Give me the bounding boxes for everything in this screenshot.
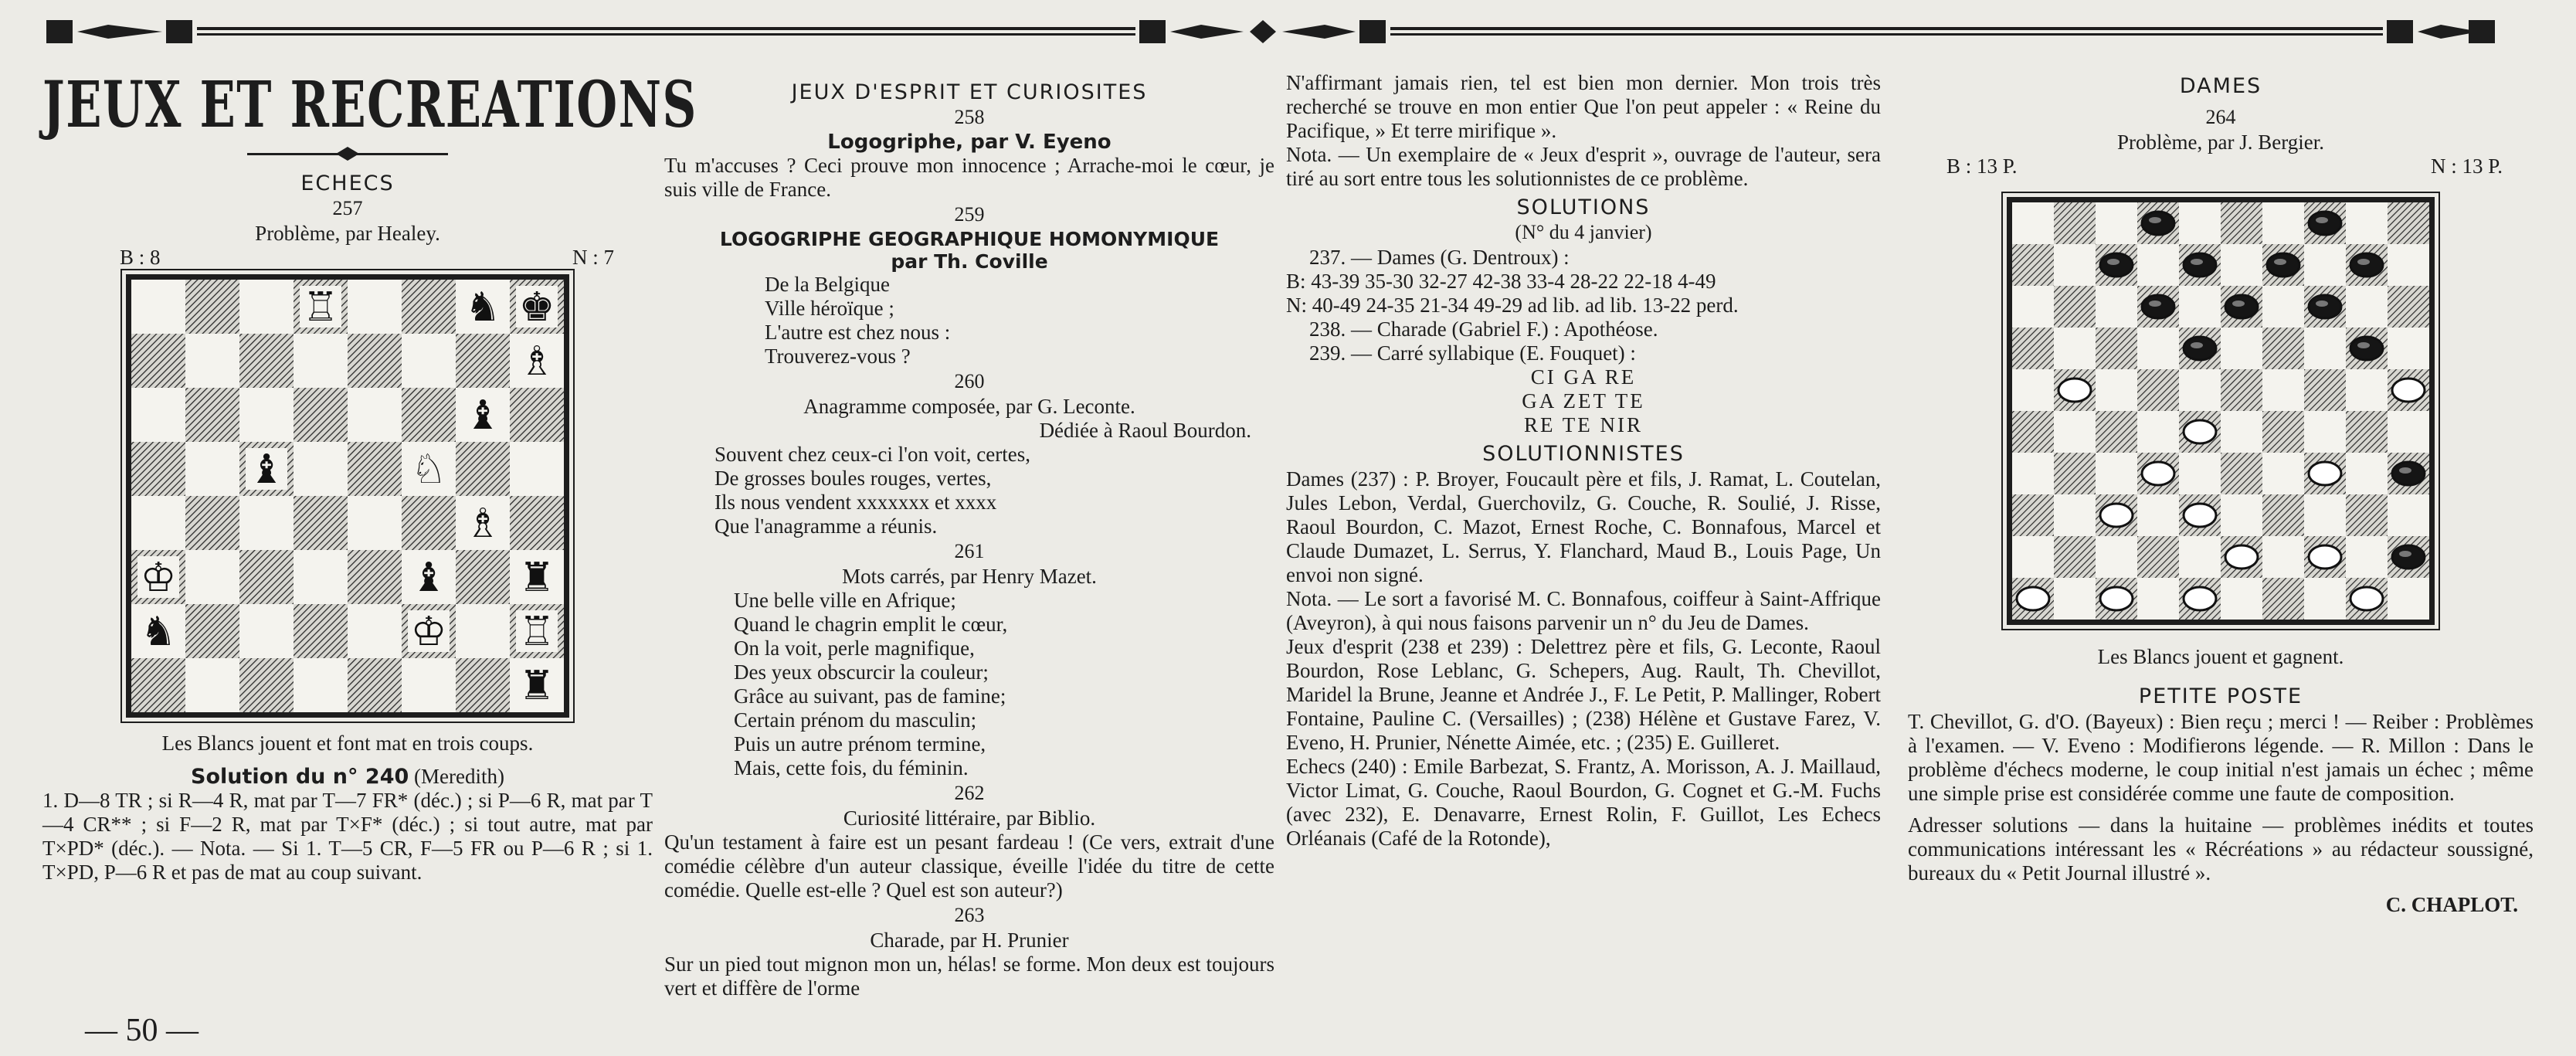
- column-echecs: [42, 68, 697, 885]
- chess-piece: ♚: [518, 284, 555, 331]
- draughts-dark-square: [2096, 411, 2137, 453]
- page-number: — 50 —: [85, 1013, 199, 1048]
- draughts-dark-square: [2262, 494, 2304, 536]
- chess-light-square: [294, 550, 348, 604]
- number-261: 261: [954, 540, 985, 562]
- poem-line: Trouverez-vous ?: [765, 345, 911, 368]
- draughts-dark-square: [2304, 369, 2346, 411]
- white-draughts-piece: [2184, 504, 2216, 527]
- poem-line: Une belle ville en Afrique;: [734, 589, 956, 612]
- solution-237: 237. — Dames (G. Dentroux) :: [1309, 246, 1570, 269]
- black-draughts-piece: [2184, 337, 2216, 360]
- draughts-light-square: [2346, 536, 2388, 578]
- echecs-solvers: Echecs (240) : Emile Barbezat, S. Frantz, A. Morisson, A. J. Maillaud, Victor Limat, G. Couche, Raoul Bourdon, G. Cognet et G.-M. Fuchs (avec 232), E. Denavarre, Ernest Rolin, F. Guillot, Les Echecs Orléanais (Café de la Rotonde),: [1286, 755, 1881, 850]
- chess-light-square: [456, 604, 510, 658]
- chess-light-square: [131, 388, 185, 442]
- draughts-light-square: [2221, 244, 2262, 286]
- draughts-light-square: [2304, 494, 2346, 536]
- petite-poste-heading: PETITE POSTE: [2138, 684, 2303, 708]
- chess-piece: ♔: [140, 555, 177, 601]
- chess-light-square: [185, 442, 239, 496]
- chess-dark-square: [348, 658, 402, 712]
- section-dames: DAMES: [2179, 74, 2262, 98]
- solution-title: Solution du n° 240: [191, 765, 409, 789]
- draughts-light-square: [2096, 536, 2137, 578]
- draughts-light-square: [2262, 202, 2304, 244]
- number-258: 258: [954, 106, 985, 128]
- draughts-light-square: [2262, 536, 2304, 578]
- draughts-piece-shine: [2316, 217, 2328, 223]
- chess-dark-square: [348, 442, 402, 496]
- solution-author: (Meredith): [414, 765, 504, 788]
- chess-dark-square: [402, 280, 456, 334]
- draughts-piece-shine: [2191, 342, 2203, 348]
- draughts-piece-shine: [2107, 259, 2120, 265]
- main-title: JEUX ET RECREATIONS: [42, 68, 697, 142]
- dames-white-count: B : 13 P.: [1946, 154, 2018, 178]
- chess-piece: ♖: [518, 609, 555, 655]
- chess-piece: ♜: [518, 555, 555, 601]
- draughts-light-square: [2012, 202, 2054, 244]
- chess-dark-square: [185, 496, 239, 550]
- chess-dark-square: [185, 388, 239, 442]
- homonymique-poem: [765, 273, 1274, 368]
- top-ornament-rule: [46, 15, 2495, 46]
- chess-light-square: [348, 280, 402, 334]
- draughts-dark-square: [2012, 244, 2054, 286]
- draughts-dark-square: [2054, 286, 2096, 328]
- chess-light-square: [348, 496, 402, 550]
- chess-dark-square: [239, 334, 294, 388]
- mots-title: Mots carrés, par Henry Mazet.: [842, 565, 1097, 588]
- draughts-dark-square: [2388, 202, 2429, 244]
- logogriphe-text: Tu m'accuses ? Ceci prouve mon innocence ; Arrache-moi le cœur, je suis ville de France.: [664, 154, 1274, 201]
- chess-dark-square: [510, 388, 564, 442]
- signature: C. CHAPLOT.: [2385, 893, 2518, 916]
- draughts-dark-square: [2054, 453, 2096, 494]
- draughts-piece-shine: [2149, 217, 2161, 223]
- black-draughts-piece: [2100, 253, 2133, 277]
- draughts-light-square: [2388, 328, 2429, 369]
- draughts-light-square: [2054, 244, 2096, 286]
- chess-white-count: B : 8: [120, 246, 161, 269]
- poem-line: Quand le chagrin emplit le cœur,: [734, 613, 1008, 636]
- draughts-light-square: [2012, 369, 2054, 411]
- chess-light-square: [294, 334, 348, 388]
- draughts-light-square: [2137, 494, 2179, 536]
- draughts-light-square: [2388, 411, 2429, 453]
- draughts-dark-square: [2346, 494, 2388, 536]
- draughts-light-square: [2346, 369, 2388, 411]
- draughts-light-square: [2346, 202, 2388, 244]
- black-draughts-piece: [2309, 295, 2341, 318]
- draughts-dark-square: [2262, 578, 2304, 620]
- chess-piece: ♗: [464, 501, 501, 547]
- syllabic-row: GA ZET TE: [1522, 389, 1645, 413]
- poem-line: De grosses boules rouges, vertes,: [714, 467, 992, 490]
- draughts-light-square: [2137, 244, 2179, 286]
- chess-piece: ♞: [464, 284, 501, 331]
- chess-light-square: [239, 604, 294, 658]
- black-draughts-piece: [2267, 253, 2299, 277]
- chess-board: [126, 274, 569, 718]
- draughts-dark-square: [2262, 411, 2304, 453]
- white-draughts-piece: [2392, 379, 2425, 402]
- chess-light-square: [131, 280, 185, 334]
- chess-light-square: [239, 280, 294, 334]
- draughts-light-square: [2179, 286, 2221, 328]
- chess-light-square: [402, 334, 456, 388]
- draughts-piece-shine: [2149, 301, 2161, 307]
- draughts-dark-square: [2054, 202, 2096, 244]
- title-ornament: [42, 141, 653, 167]
- number-259: 259: [954, 203, 985, 226]
- draughts-light-square: [2262, 286, 2304, 328]
- syllabic-row: RE TE NIR: [1524, 413, 1643, 436]
- poem-line: L'autre est chez nous :: [765, 321, 951, 344]
- chess-dark-square: [348, 550, 402, 604]
- chess-dark-square: [348, 334, 402, 388]
- black-draughts-piece: [2225, 295, 2258, 318]
- chess-piece: ♖: [302, 284, 339, 331]
- draughts-dark-square: [2012, 494, 2054, 536]
- column-dames: [1908, 70, 2534, 917]
- jeux-heading: JEUX D'ESPRIT ET CURIOSITES: [791, 80, 1148, 104]
- anagramme-poem: [714, 443, 1274, 538]
- poste-text: T. Chevillot, G. d'O. (Bayeux) : Bien reçu ; merci ! — Reiber : Problèmes à l'examen. — V. Eveno : Modifierons légende. — R. Millon : Dans le problème d'échecs moderne, le coup initial n'est jamais un échec ; même une simple prise est considérée comme une faute de composition.: [1908, 710, 2534, 805]
- white-draughts-piece: [2309, 462, 2341, 485]
- poem-line: Des yeux obscurcir la couleur;: [734, 660, 989, 684]
- homonymique-title: LOGOGRIPHE GEOGRAPHIQUE HOMONYMIQUE: [719, 228, 1220, 250]
- solution-237-white: B: 43-39 35-30 32-27 42-38 33-4 28-22 22-18 4-49: [1286, 270, 1716, 293]
- chess-piece: ♔: [410, 609, 447, 655]
- solutions-heading: SOLUTIONS: [1516, 195, 1651, 219]
- draughts-light-square: [2137, 328, 2179, 369]
- logogriphe-title: Logogriphe, par V. Eyeno: [827, 131, 1112, 154]
- charade-title: Charade, par H. Prunier: [870, 929, 1069, 952]
- charade-text: Sur un pied tout mignon mon un, hélas! se forme. Mon deux est toujours vert et diffère de l'orme: [664, 952, 1274, 1000]
- chess-dark-square: [185, 604, 239, 658]
- chess-light-square: [348, 604, 402, 658]
- draughts-light-square: [2221, 328, 2262, 369]
- dames-caption: Les Blancs jouent et gagnent.: [2097, 645, 2344, 668]
- chess-light-square: [402, 658, 456, 712]
- chess-light-square: [239, 496, 294, 550]
- number-260: 260: [954, 370, 985, 392]
- black-draughts-piece: [2392, 462, 2425, 485]
- black-draughts-piece: [2142, 212, 2174, 235]
- black-draughts-piece: [2142, 295, 2174, 318]
- draughts-light-square: [2346, 286, 2388, 328]
- chess-dark-square: [294, 604, 348, 658]
- white-draughts-piece: [2142, 462, 2174, 485]
- draughts-piece-shine: [2399, 467, 2411, 474]
- draughts-light-square: [2388, 244, 2429, 286]
- dames-solvers: Dames (237) : P. Broyer, Foucault père et fils, J. Ramat, L. Coutelan, Jules Lebon, Verdal, Guerchovilz, G. Couche, R. Soulié, J. Risse, Raoul Bourdon, C. Mazot, Ernest Roche, C. Bonnafous, Marcel et Claude Dumazet, L. Serrus, Y. Flanchard, Maud B., Louis Page, Un envoi non signé.: [1286, 467, 1881, 586]
- white-draughts-piece: [2225, 545, 2258, 569]
- chess-piece: ♝: [248, 447, 285, 493]
- draughts-light-square: [2096, 286, 2137, 328]
- draughts-light-square: [2054, 328, 2096, 369]
- draughts-light-square: [2179, 536, 2221, 578]
- poem-line: Ils nous vendent xxxxxxx et xxxx: [714, 491, 997, 514]
- chess-dark-square: [510, 496, 564, 550]
- draughts-light-square: [2179, 202, 2221, 244]
- black-draughts-piece: [2309, 212, 2341, 235]
- homonymique-author: par Th. Coville: [891, 250, 1048, 273]
- chess-problem-title: Problème, par Healey.: [255, 222, 440, 245]
- column-jeux-esprit: [664, 76, 1274, 1000]
- section-echecs: ECHECS: [300, 171, 395, 195]
- problem-number-257: 257: [332, 197, 363, 219]
- draughts-piece-shine: [2316, 301, 2328, 307]
- white-draughts-piece: [2184, 587, 2216, 610]
- draughts-light-square: [2221, 578, 2262, 620]
- draughts-light-square: [2221, 411, 2262, 453]
- white-draughts-piece: [2309, 545, 2341, 569]
- chess-dark-square: [131, 334, 185, 388]
- black-draughts-piece: [2350, 337, 2383, 360]
- chess-dark-square: [239, 550, 294, 604]
- chess-dark-square: [456, 550, 510, 604]
- chess-light-square: [510, 442, 564, 496]
- draughts-piece-shine: [2232, 301, 2245, 307]
- chess-piece: ♝: [464, 392, 501, 439]
- chess-light-square: [348, 388, 402, 442]
- draughts-dark-square: [2262, 328, 2304, 369]
- poem-line: Grâce au suivant, pas de famine;: [734, 684, 1006, 708]
- poem-line: Certain prénom du masculin;: [734, 708, 977, 732]
- draughts-light-square: [2012, 453, 2054, 494]
- chess-dark-square: [239, 658, 294, 712]
- poem-line: Ville héroïque ;: [765, 297, 894, 320]
- draughts-dark-square: [2346, 411, 2388, 453]
- draughts-dark-square: [2137, 369, 2179, 411]
- draughts-dark-square: [2388, 286, 2429, 328]
- draughts-piece-shine: [2399, 551, 2411, 557]
- black-draughts-piece: [2184, 253, 2216, 277]
- draughts-light-square: [2179, 453, 2221, 494]
- draughts-light-square: [2012, 286, 2054, 328]
- white-draughts-piece: [2100, 504, 2133, 527]
- chess-piece: ♘: [410, 447, 447, 493]
- draughts-light-square: [2137, 578, 2179, 620]
- chess-light-square: [185, 334, 239, 388]
- draughts-light-square: [2304, 328, 2346, 369]
- draughts-light-square: [2388, 494, 2429, 536]
- draughts-light-square: [2388, 578, 2429, 620]
- chess-dark-square: [402, 496, 456, 550]
- curiosite-title: Curiosité littéraire, par Biblio.: [843, 806, 1096, 830]
- draughts-light-square: [2096, 453, 2137, 494]
- draughts-dark-square: [2221, 453, 2262, 494]
- chess-piece: ♝: [410, 555, 447, 601]
- white-draughts-piece: [2184, 420, 2216, 443]
- poem-line: Puis un autre prénom termine,: [734, 732, 986, 755]
- chess-dark-square: [456, 658, 510, 712]
- problem-number-264: 264: [2205, 106, 2236, 128]
- chess-dark-square: [294, 388, 348, 442]
- poem-line: Que l'anagramme a réunis.: [714, 514, 938, 538]
- draughts-light-square: [2304, 578, 2346, 620]
- draughts-light-square: [2346, 453, 2388, 494]
- draughts-piece-shine: [2191, 259, 2203, 265]
- anagramme-title: Anagramme composée, par G. Leconte.: [803, 395, 1135, 418]
- draughts-piece-shine: [2274, 259, 2286, 265]
- dames-black-count: N : 13 P.: [2430, 154, 2503, 178]
- white-draughts-piece: [2058, 379, 2091, 402]
- syllabic-square: [1286, 365, 1881, 437]
- draughts-dark-square: [2221, 202, 2262, 244]
- nota-lottery: Nota. — Le sort a favorisé M. C. Bonnafous, coiffeur à Saint-Affrique (Aveyron), à qui nous faisons parvenir un n° du Jeu de Dames.: [1286, 587, 1881, 634]
- solution-237-black: N: 40-49 24-35 21-34 49-29 ad lib. ad lib. 13-22 perd.: [1286, 294, 1739, 317]
- draughts-light-square: [2262, 453, 2304, 494]
- poem-line: Souvent chez ceux-ci l'on voit, certes,: [714, 443, 1030, 466]
- mots-poem: [734, 589, 1274, 780]
- draughts-light-square: [2054, 578, 2096, 620]
- draughts-piece-shine: [2357, 259, 2370, 265]
- curiosite-text: Qu'un testament à faire est un pesant fardeau ! (Ce vers, extrait d'une comédie célèbre d'un auteur classique, éveille l'idée du titre de cette comédie. Quelle est-elle ? Quel est son auteur?): [664, 830, 1274, 902]
- draughts-light-square: [2096, 369, 2137, 411]
- draughts-dark-square: [2012, 411, 2054, 453]
- solutions-date: (N° du 4 janvier): [1515, 221, 1652, 243]
- chess-light-square: [294, 442, 348, 496]
- poem-line: Mais, cette fois, du féminin.: [734, 756, 969, 779]
- solution-239: 239. — Carré syllabique (E. Fouquet) :: [1309, 341, 1636, 365]
- nota-text: Nota. — Un exemplaire de « Jeux d'esprit », ouvrage de l'auteur, sera tiré au sort entre tous les solutionnistes de ce problème.: [1286, 143, 1881, 190]
- draughts-light-square: [2137, 411, 2179, 453]
- poem-line: On la voit, perle magnifique,: [734, 637, 975, 660]
- chess-light-square: [239, 388, 294, 442]
- solution-text: 1. D—8 TR ; si R—4 R, mat par T—7 FR* (déc.) ; si P—6 R, mat par T—4 CR** ; si F—2 R, mat par T×F* (déc.) ; si tout autre, mat par T×PD* (déc.). — Nota. — Si 1. T—5 CR, F—5 FR ou P—6 R ; si 1. T×PD, P—6 R et pas de mat au coup suivant.: [42, 789, 653, 884]
- column-solutions: [1286, 71, 1881, 851]
- chess-dark-square: [456, 334, 510, 388]
- chess-light-square: [294, 658, 348, 712]
- chess-light-square: [185, 658, 239, 712]
- draughts-light-square: [2221, 494, 2262, 536]
- draughts-piece-shine: [2357, 342, 2370, 348]
- draughts-dark-square: [2054, 536, 2096, 578]
- chess-black-count: N : 7: [572, 246, 614, 269]
- chess-light-square: [185, 550, 239, 604]
- chess-dark-square: [456, 442, 510, 496]
- draughts-dark-square: [2012, 328, 2054, 369]
- chess-piece: ♜: [518, 663, 555, 709]
- draughts-light-square: [2096, 202, 2137, 244]
- draughts-light-square: [2262, 369, 2304, 411]
- chess-dark-square: [131, 658, 185, 712]
- chess-dark-square: [185, 280, 239, 334]
- chess-caption: Les Blancs jouent et font mat en trois coups.: [161, 732, 534, 755]
- draughts-light-square: [2304, 411, 2346, 453]
- adresser-text: Adresser solutions — dans la huitaine — problèmes inédits et toutes communications intéressant les « Récréations » au rédacteur soussigné, bureaux du « Petit Journal illustré ».: [1908, 813, 2534, 885]
- chess-dark-square: [402, 388, 456, 442]
- number-262: 262: [954, 782, 985, 804]
- draughts-light-square: [2304, 244, 2346, 286]
- solution-238: 238. — Charade (Gabriel F.) : Apothéose.: [1309, 317, 1658, 341]
- draughts-board: [2007, 197, 2435, 625]
- white-draughts-piece: [2017, 587, 2049, 610]
- jeux-solvers: Jeux d'esprit (238 et 239) : Delettrez père et fils, G. Leconte, Raoul Bourdon, Rose Leblanc, G. Schepers, Aug. Rault, Th. Chevillot, Maridel la Brune, Jeanne et Andrée J., F. Le Petit, P. Mallinger, Robert Fontaine, Pauline C. (Versailles) ; (238) Hélène et Gustave Farez, V. Eveno, H. Prunier, Nénette Aimée, etc. ; (235) E. Guilleret.: [1286, 635, 1881, 754]
- draughts-light-square: [2012, 536, 2054, 578]
- draughts-dark-square: [2221, 369, 2262, 411]
- charade-continuation: N'affirmant jamais rien, tel est bien mon dernier. Mon trois très recherché se trouve en mon entier Que l'on peut appeler : « Reine du Pacifique, » Et terre mirifique ».: [1286, 71, 1881, 142]
- draughts-dark-square: [2137, 536, 2179, 578]
- chess-light-square: [131, 496, 185, 550]
- number-263: 263: [954, 904, 985, 926]
- chess-dark-square: [294, 496, 348, 550]
- dames-problem-title: Problème, par J. Bergier.: [2117, 131, 2324, 154]
- chess-piece: ♗: [518, 338, 555, 385]
- draughts-light-square: [2179, 369, 2221, 411]
- white-draughts-piece: [2350, 587, 2383, 610]
- syllabic-row: CI GA RE: [1530, 365, 1637, 389]
- chess-dark-square: [131, 442, 185, 496]
- chess-piece: ♞: [140, 609, 177, 655]
- poem-line: De la Belgique: [765, 273, 890, 296]
- white-draughts-piece: [2100, 587, 2133, 610]
- solutionnistes-heading: SOLUTIONNISTES: [1482, 442, 1685, 466]
- black-draughts-piece: [2350, 253, 2383, 277]
- draughts-dark-square: [2096, 328, 2137, 369]
- draughts-light-square: [2054, 411, 2096, 453]
- anagramme-dedication: Dédiée à Raoul Bourdon.: [1039, 419, 1251, 442]
- draughts-light-square: [2054, 494, 2096, 536]
- black-draughts-piece: [2392, 545, 2425, 569]
